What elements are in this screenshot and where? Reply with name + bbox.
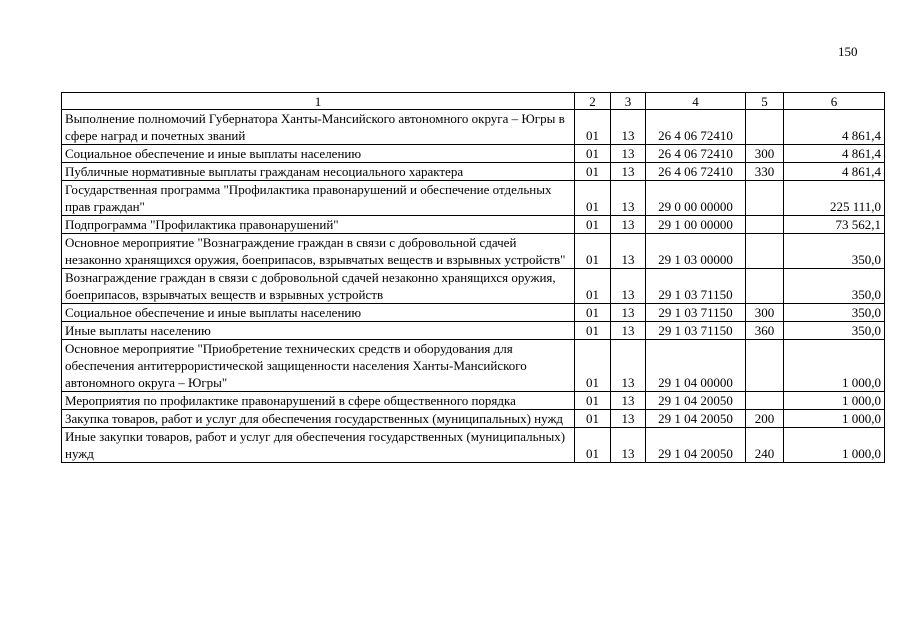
expense-type-cell [746, 110, 784, 145]
row-name-cell: Государственная программа "Профилактика правонарушений и обеспечение отдельных прав граждан" [62, 181, 575, 216]
amount-cell: 350,0 [784, 304, 885, 322]
table-row [62, 145, 885, 163]
expense-type-cell: 200 [746, 410, 784, 428]
target-article-cell: 29 1 03 00000 [646, 234, 746, 269]
row-name-cell: Социальное обеспечение и иные выплаты населению [62, 145, 575, 163]
row-name-cell: Иные закупки товаров, работ и услуг для обеспечения государственных (муниципальных) нужд [62, 428, 575, 463]
amount-cell: 1 000,0 [784, 340, 885, 392]
target-article-cell: 29 1 03 71150 [646, 269, 746, 304]
section-code-cell: 01 [575, 181, 611, 216]
amount-cell: 4 861,4 [784, 145, 885, 163]
section-code-cell: 01 [575, 340, 611, 392]
section-code-cell: 01 [575, 428, 611, 463]
subsection-code-cell: 13 [611, 163, 646, 181]
section-code-cell: 01 [575, 269, 611, 304]
subsection-code-cell: 13 [611, 428, 646, 463]
subsection-code-cell: 13 [611, 392, 646, 410]
amount-cell: 350,0 [784, 234, 885, 269]
table-row [62, 322, 885, 340]
expense-type-cell: 330 [746, 163, 784, 181]
table-row [62, 216, 885, 234]
budget-table [61, 92, 885, 463]
target-article-cell: 29 1 04 20050 [646, 428, 746, 463]
expense-type-cell: 360 [746, 322, 784, 340]
target-article-cell: 29 1 04 00000 [646, 340, 746, 392]
subsection-code-cell: 13 [611, 181, 646, 216]
section-code-cell: 01 [575, 322, 611, 340]
section-code-cell: 01 [575, 410, 611, 428]
section-code-cell: 01 [575, 216, 611, 234]
subsection-code-cell: 13 [611, 145, 646, 163]
section-code-cell: 01 [575, 392, 611, 410]
amount-cell: 225 111,0 [784, 181, 885, 216]
row-name-cell: Подпрограмма "Профилактика правонарушений" [62, 216, 575, 234]
subsection-code-cell: 13 [611, 216, 646, 234]
row-name-cell: Основное мероприятие "Вознаграждение граждан в связи с добровольной сдачей незаконно хранящихся оружия, боеприпасов, взрывчатых веществ и взрывных устройств" [62, 234, 575, 269]
row-name-cell: Закупка товаров, работ и услуг для обеспечения государственных (муниципальных) нужд [62, 410, 575, 428]
expense-type-cell [746, 216, 784, 234]
table-row [62, 181, 885, 216]
expense-type-cell: 300 [746, 145, 784, 163]
row-name-cell: Социальное обеспечение и иные выплаты населению [62, 304, 575, 322]
expense-type-cell [746, 269, 784, 304]
row-name-cell: Выполнение полномочий Губернатора Ханты-Мансийского автономного округа – Югры в сфере наград и почетных званий [62, 110, 575, 145]
expense-type-cell [746, 181, 784, 216]
target-article-cell: 29 1 04 20050 [646, 392, 746, 410]
target-article-cell: 26 4 06 72410 [646, 110, 746, 145]
table-row [62, 110, 885, 145]
table-body [62, 110, 885, 463]
section-code-cell: 01 [575, 304, 611, 322]
amount-cell: 73 562,1 [784, 216, 885, 234]
table-row [62, 340, 885, 392]
target-article-cell: 29 1 04 20050 [646, 410, 746, 428]
table-row [62, 269, 885, 304]
row-name-cell: Публичные нормативные выплаты гражданам несоциального характера [62, 163, 575, 181]
expense-type-cell: 240 [746, 428, 784, 463]
section-code-cell: 01 [575, 234, 611, 269]
table-row [62, 392, 885, 410]
row-name-cell: Мероприятия по профилактике правонарушений в сфере общественного порядка [62, 392, 575, 410]
page-number: 150 [838, 44, 858, 59]
table-row [62, 234, 885, 269]
subsection-code-cell: 13 [611, 410, 646, 428]
section-code-cell: 01 [575, 145, 611, 163]
target-article-cell: 26 4 06 72410 [646, 145, 746, 163]
column-header: 3 [611, 93, 646, 110]
expense-type-cell [746, 340, 784, 392]
column-header: 5 [746, 93, 784, 110]
column-header: 4 [646, 93, 746, 110]
target-article-cell: 29 1 00 00000 [646, 216, 746, 234]
expense-type-cell [746, 392, 784, 410]
amount-cell: 350,0 [784, 269, 885, 304]
subsection-code-cell: 13 [611, 322, 646, 340]
row-name-cell: Иные выплаты населению [62, 322, 575, 340]
amount-cell: 4 861,4 [784, 163, 885, 181]
table-row [62, 410, 885, 428]
row-name-cell: Вознаграждение граждан в связи с добровольной сдачей незаконно хранящихся оружия, боеприпасов, взрывчатых веществ и взрывных устройств [62, 269, 575, 304]
column-header: 6 [784, 93, 885, 110]
target-article-cell: 29 0 00 00000 [646, 181, 746, 216]
target-article-cell: 29 1 03 71150 [646, 322, 746, 340]
expense-type-cell: 300 [746, 304, 784, 322]
amount-cell: 1 000,0 [784, 392, 885, 410]
column-header: 2 [575, 93, 611, 110]
target-article-cell: 29 1 03 71150 [646, 304, 746, 322]
target-article-cell: 26 4 06 72410 [646, 163, 746, 181]
amount-cell: 350,0 [784, 322, 885, 340]
section-code-cell: 01 [575, 163, 611, 181]
table-header-row [62, 93, 885, 110]
subsection-code-cell: 13 [611, 269, 646, 304]
subsection-code-cell: 13 [611, 110, 646, 145]
amount-cell: 4 861,4 [784, 110, 885, 145]
subsection-code-cell: 13 [611, 234, 646, 269]
table-row [62, 163, 885, 181]
amount-cell: 1 000,0 [784, 428, 885, 463]
table-row [62, 304, 885, 322]
column-header: 1 [62, 93, 575, 110]
table-row [62, 428, 885, 463]
subsection-code-cell: 13 [611, 304, 646, 322]
row-name-cell: Основное мероприятие "Приобретение технических средств и оборудования для обеспечения антитеррористической защищенности населения Ханты-Мансийского автономного округа – Югры" [62, 340, 575, 392]
amount-cell: 1 000,0 [784, 410, 885, 428]
section-code-cell: 01 [575, 110, 611, 145]
expense-type-cell [746, 234, 784, 269]
subsection-code-cell: 13 [611, 340, 646, 392]
